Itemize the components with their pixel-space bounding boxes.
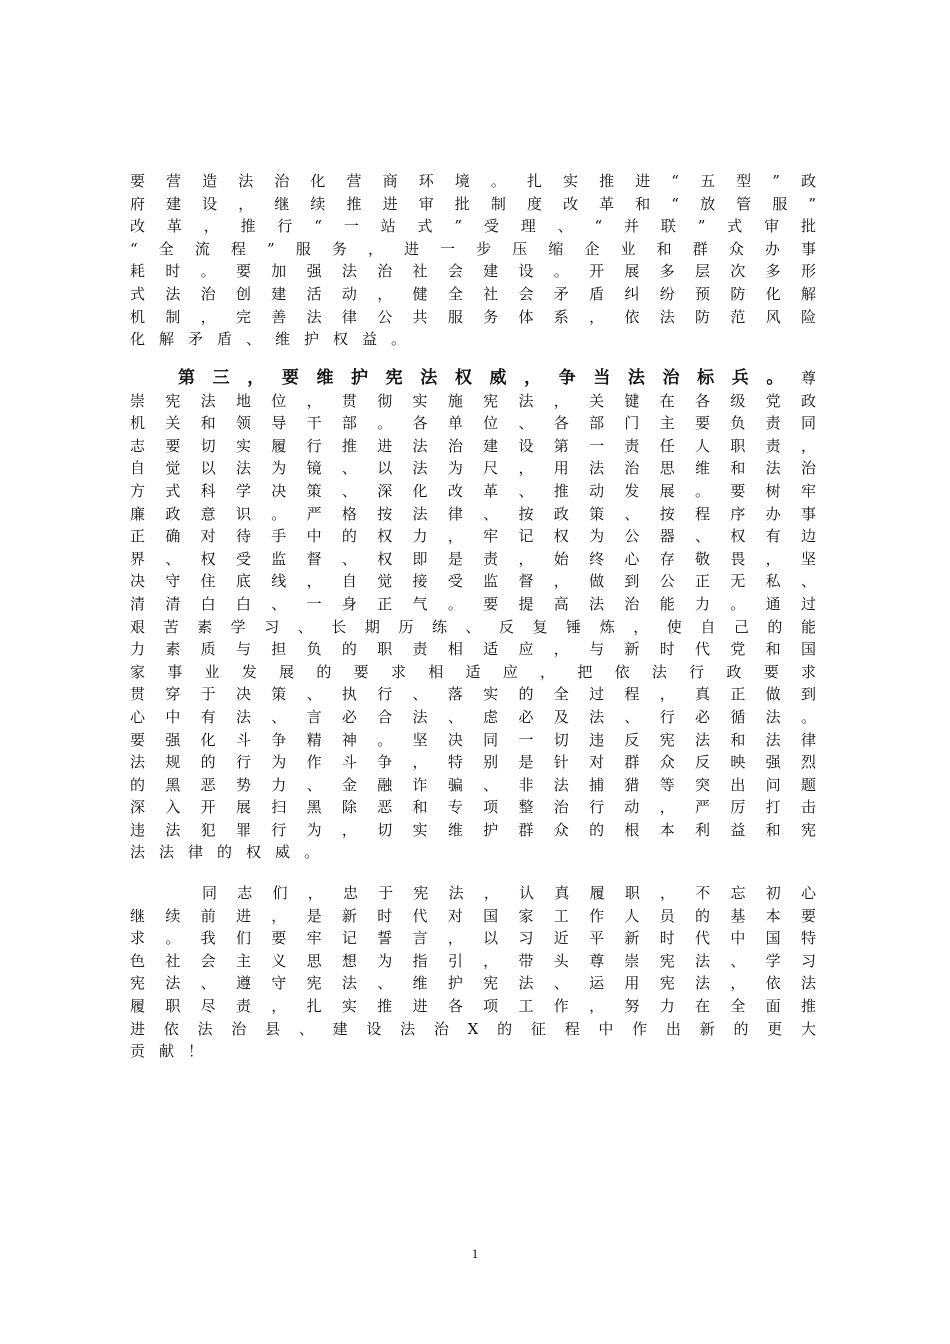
text-line: 清清白白、一身正气。要提高法治能力。通过 xyxy=(130,594,816,613)
section-heading: 第三，要维护宪法权威，争当法治标兵。 xyxy=(178,368,801,388)
text-line: 决守住底线，自觉接受监督，做到公正无私、 xyxy=(130,572,816,591)
text-line: 色社会主义思想为指引，带头尊崇宪法、学习 xyxy=(130,951,816,970)
text-line: 宪法、遵守宪法、维护宪法、运用宪法，依法 xyxy=(130,974,816,993)
paragraph-rule-of-law-environment xyxy=(130,170,816,351)
text-line: 履职尽责，扎实推进各项工作，努力在全面推 xyxy=(130,996,816,1015)
text-line: 崇宪法地位，贯彻实施宪法，关键在各级党政 xyxy=(130,391,816,410)
text-line: 机制，完善法律公共服务体系，依法防范风险 xyxy=(130,307,816,326)
text-line: 式法治创建活动，健全社会矛盾纠纷预防化解 xyxy=(130,284,816,303)
text-line: 改革，推行“一站式”受理、“并联”式审批 xyxy=(130,217,816,236)
text-line: 同志们，忠于宪法，认真履职，不忘初心 xyxy=(202,884,816,902)
text-line: 违法犯罪行为，切实维护群众的根本利益和宪 xyxy=(130,820,816,839)
text-line: 继续前进，是新时代对国家工作人员的基本要 xyxy=(130,906,816,925)
text-line: 耗时。要加强法治社会建设。开展多层次多形 xyxy=(130,262,816,281)
text-line: 家事业发展的要求相适应，把依法行政要求 xyxy=(130,662,816,681)
text-line: 艰苦素学习、长期历练、反复锤炼，使自己的能 xyxy=(130,617,816,636)
text-line: 力素质与担负的职责相适应，与新时代党和国 xyxy=(130,640,816,659)
text-line: 廉政意识。严格按法律、按政策、按程序办事 xyxy=(130,504,816,523)
text-line: 法法律的权威。 xyxy=(130,843,334,862)
section-heading-line xyxy=(130,367,816,390)
page-number: 1 xyxy=(471,1246,479,1261)
text-line: 志要切实履行推进法治建设第一责任人职责， xyxy=(130,436,816,455)
text-line: 深入开展扫黑除恶和专项整治行动，严厉打击 xyxy=(130,798,816,817)
text-line: 要营造法治化营商环境。扎实推进“五型”政 xyxy=(130,172,816,190)
text-line: 贯穿于决策、执行、落实的全过程，真正做到 xyxy=(130,685,816,704)
text-line: 化解矛盾、维护权益。 xyxy=(130,330,421,349)
heading-tail-text: 尊 xyxy=(800,369,816,387)
text-line: 心中有法、言必合法、虑必及法、行必循法。 xyxy=(130,707,816,726)
text-line: 的黑恶势力、金融诈骗、非法捕猎等突出问题 xyxy=(130,775,816,794)
text-line: 府建设，继续推进审批制度改革和“放管服” xyxy=(130,194,816,213)
text-line: 贡献！ xyxy=(130,1042,218,1061)
paragraph-constitution-authority xyxy=(130,367,816,864)
text-line: 法规的行为作斗争，特别是针对群众反映强烈 xyxy=(130,753,816,772)
text-line: 要强化斗争精神。坚决同一切违反宪法和法律 xyxy=(130,730,816,749)
text-line: 机关和领导干部。各单位、各部门主要负责同 xyxy=(130,414,816,433)
text-line: 进依法治县、建设法治X的征程中作出新的更大 xyxy=(130,1019,816,1038)
text-line: 自觉以法为镜、以法为尺，用法治思维和法治 xyxy=(130,459,816,478)
text-line: 界、权受监督、权即是责，始终心存敬畏，坚 xyxy=(130,549,816,568)
text-line: 方式科学决策、深化改革、推动发展。要树牢 xyxy=(130,481,816,500)
paragraph-closing xyxy=(130,882,816,1063)
text-line: 正确对待手中的权力，牢记权为公器、权有边 xyxy=(130,527,816,546)
text-line: 求。我们要牢记誓言，以习近平新时代中国特 xyxy=(130,929,816,948)
text-line: “全流程”服务，进一步压缩企业和群众办事 xyxy=(130,239,816,258)
